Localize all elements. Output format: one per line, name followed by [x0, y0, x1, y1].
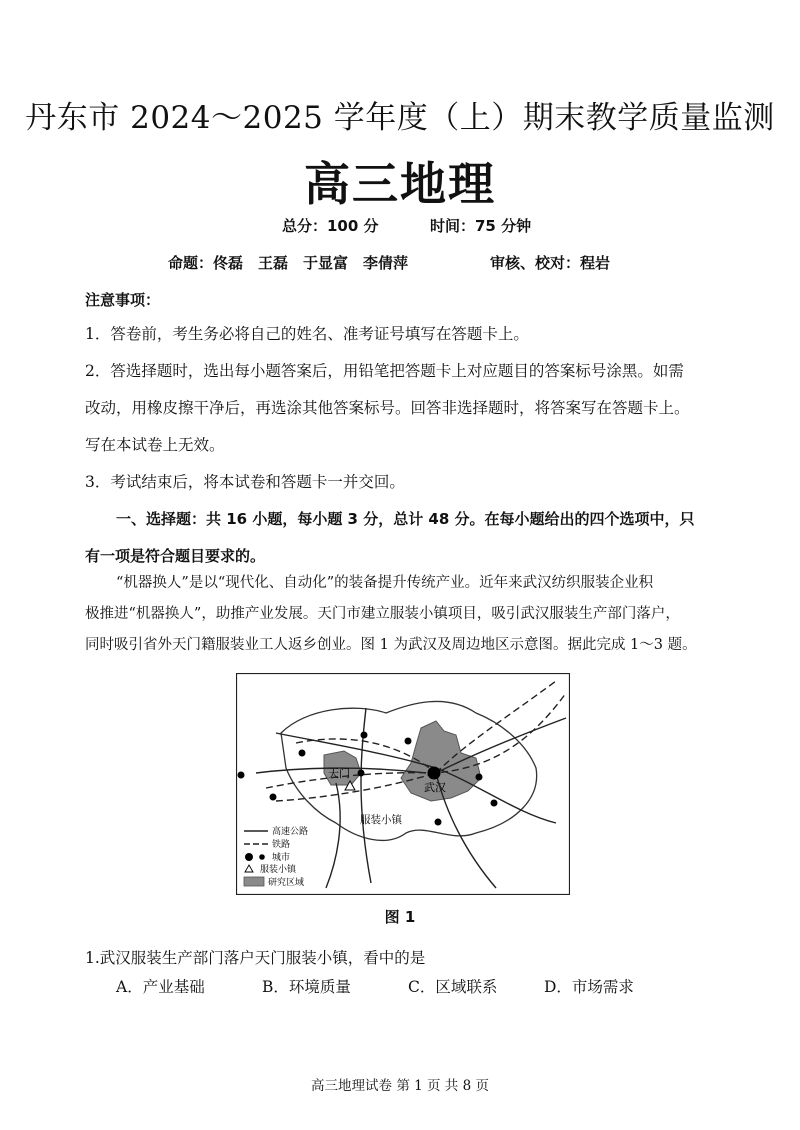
notice-item-2b: 改动，用橡皮擦干净后，再选涂其他答案标号。回答非选择题时，将答案写在答题卡上。: [85, 399, 690, 417]
city-dot: [476, 774, 483, 781]
section-heading: 一、选择题：共 16 小题，每小题 3 分，总计 48 分。在每小题给出的四个选项中，只: [116, 510, 695, 528]
city-dot: [435, 819, 442, 826]
city-dot: [361, 732, 368, 739]
passage-line-3: 同时吸引省外天门籍服装业工人返乡创业。图 1 为武汉及周边地区示意图。据此完成 1～3 题。: [85, 637, 697, 653]
city-dot: [299, 750, 306, 757]
option-d[interactable]: D．市场需求: [544, 978, 634, 996]
reviewer: 审核、校对：程岩: [490, 254, 611, 272]
question-1-stem: 1.武汉服装生产部门落户天门服装小镇，看中的是: [85, 949, 426, 967]
page-footer: 高三地理试卷 第 1 页 共 8 页: [311, 1078, 489, 1094]
option-a[interactable]: A．产业基础: [116, 978, 205, 996]
authors: 命题：佟磊 王磊 于显富 李倩萍: [168, 254, 409, 272]
passage-line-1: “机器换人”是以“现代化、自动化”的装备提升传统产业。近年来武汉纺织服装企业积: [116, 575, 654, 591]
tianmen-label: 天门: [328, 767, 350, 780]
city-dot: [405, 738, 412, 745]
legend-railway: 铁路: [272, 840, 291, 850]
notice-heading: 注意事项：: [85, 291, 161, 309]
wuhan-label: 武汉: [424, 781, 446, 794]
city-dot: [270, 794, 277, 801]
subject-title: 高三地理: [304, 157, 496, 211]
wuhan-city: [428, 767, 441, 780]
legend-highway: 高速公路: [272, 827, 309, 837]
section-heading-cont: 有一项是符合题目要求的。: [85, 547, 266, 565]
option-b[interactable]: B．环境质量: [262, 978, 351, 996]
notice-item-2c: 写在本试卷上无效。: [85, 436, 225, 454]
clothing-town-label: 服装小镇: [360, 814, 402, 826]
legend-study-area: 研究区域: [268, 878, 305, 888]
exam-time: 时间：75 分钟: [430, 217, 532, 235]
figure-caption: 图 1: [384, 908, 416, 926]
notice-item-1: 1．答卷前，考生务必将自己的姓名、准考证号填写在答题卡上。: [85, 325, 529, 343]
total-score: 总分：100 分: [282, 217, 379, 235]
legend-city: 城市: [272, 853, 291, 863]
region-map: [236, 673, 570, 895]
legend-town: 服装小镇: [260, 865, 297, 875]
option-c[interactable]: C．区域联系: [408, 978, 498, 996]
passage-line-2: 极推进“机器换人”，助推产业发展。天门市建立服装小镇项目，吸引武汉服装生产部门落户，: [85, 606, 680, 622]
city-dot: [238, 772, 245, 779]
exam-title: 丹东市 2024～2025 学年度（上）期末教学质量监测: [25, 100, 775, 136]
notice-item-3: 3．考试结束后，将本试卷和答题卡一并交回。: [85, 473, 405, 491]
city-dot: [491, 800, 498, 807]
notice-item-2a: 2．答选择题时，选出每小题答案后，用铅笔把答题卡上对应题目的答案标号涂黑。如需: [85, 362, 684, 380]
tianmen-city: [358, 770, 365, 777]
